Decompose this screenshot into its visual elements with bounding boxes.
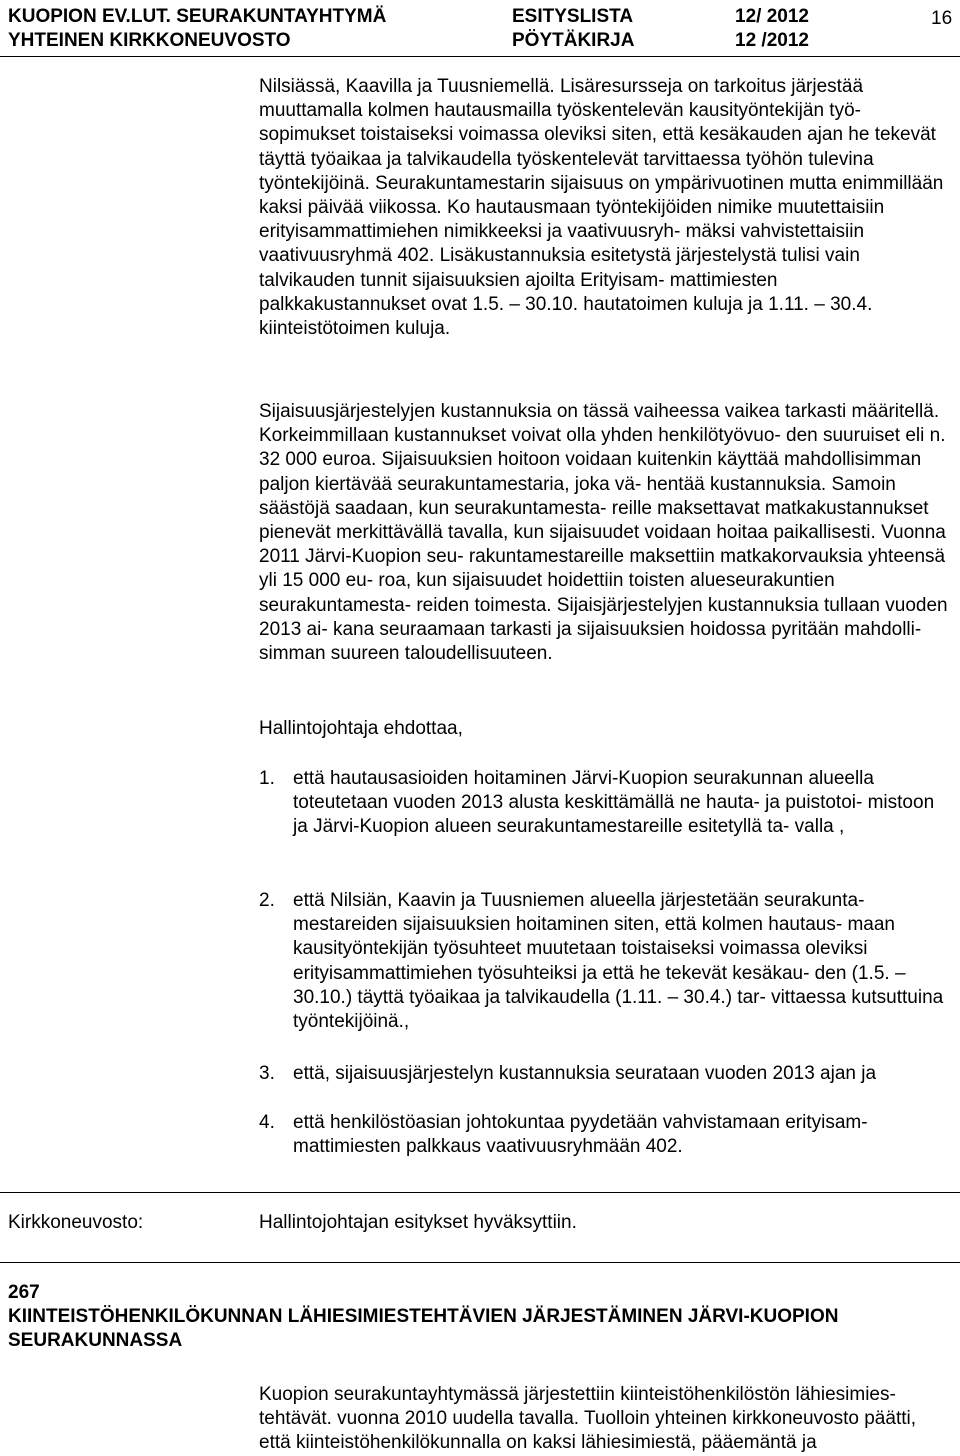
body-paragraph-2 xyxy=(259,400,949,666)
decision-label: Kirkkoneuvosto: xyxy=(8,1212,144,1233)
doc-type-line2: PÖYTÄKIRJA xyxy=(512,30,635,51)
doc-number-line2: 12 /2012 xyxy=(735,30,809,51)
list-item-text: että Nilsiän, Kaavin ja Tuusniemen alueella järjestetään seurakunta- mestareiden sijaisuuksien hoitaminen siten, että kolmen hautaus- maan kausityöntekijän työsuhteet muutetaan toistaiseksi voimassa oleviksi erityisammattimiehen työsuhteiksi ja että he tekevät kesäkau- den (1.5. – 30.10.) täyttä työaikaa ja talvikaudella (1.11. – 30.4.) tar- vittaessa kutsuttuina työntekijöinä., xyxy=(293,890,944,1033)
paragraph-text: Hallintojohtaja ehdottaa, xyxy=(259,718,463,739)
section-divider xyxy=(0,1192,960,1193)
section-divider xyxy=(0,1262,960,1263)
body-paragraph-1 xyxy=(259,75,949,341)
list-item-text: että henkilöstöasian johtokuntaa pyydetään vahvistamaan erityisam- mattimiesten palkkaus vaativuusryhmään 402. xyxy=(293,1112,868,1158)
decision-text: Hallintojohtajan esitykset hyväksyttiin. xyxy=(259,1212,577,1233)
proposal-list-3 xyxy=(259,1062,949,1086)
paragraph-text: Sijaisuusjärjestelyjen kustannuksia on tässä vaiheessa vaikea tarkasti määritellä. Korkeimmillaan kustannukset voivat olla yhden henkilötyövuo- den suuruiset eli n. 32 000 euroa. Sijaisuuksien hoitoon voidaan kuitenkin käyttää mahdollisimman paljon kiertävää seurakuntamestaria, joka vä- hentää kustannuksia. Samoin säästöjä saadaan, kun seurakuntamesta- reille maksettavat matkakustannukset pienevät merkittävällä tavalla, kun sijaisuudet voidaan hoitaa paikallisesti. Vuonna 2011 Järvi-Kuopion seu- rakuntamestareille maksettiin matkakorvauksia yhteensä yli 15 000 eu- roa, kun sijaisuudet hoidettiin toisten alueseurakuntien seurakuntamesta- reiden toimesta. Sijaisjärjestelyjen kustannuksia tullaan vuoden 2013 ai- kana seuraamaan tarkasti ja sijaisuuksien hoidossa pyritään mahdolli- simman suureen taloudellisuuteen. xyxy=(259,401,948,665)
list-item xyxy=(259,1062,949,1086)
list-number: 3. xyxy=(259,1063,275,1084)
list-number: 2. xyxy=(259,890,275,911)
list-number: 4. xyxy=(259,1112,275,1133)
org-name-line1: KUOPION EV.LUT. SEURAKUNTAYHTYMÄ xyxy=(8,6,387,27)
section-number: 267 xyxy=(8,1282,40,1303)
proposal-list-4 xyxy=(259,1111,949,1159)
list-item xyxy=(259,767,949,840)
paragraph-text: Kuopion seurakuntayhtymässä järjestettiin kiinteistöhenkilöstön lähiesimies- tehtävät. vuonna 2010 uudella tavalla. Tuolloin yhteinen kirkkoneuvosto päätti, että kiinteistöhenkilökunnalla on kaksi lähiesimiestä, pääemäntä ja xyxy=(259,1384,917,1454)
list-item-text: että hautausasioiden hoitaminen Järvi-Kuopion seurakunnan alueella toteutetaan vuoden 2013 alusta keskittämällä ne hauta- ja puistotoi- mistoon ja Järvi-Kuopion alueen seurakuntamestareille esitetyllä ta- valla , xyxy=(293,768,935,838)
doc-type-line1: ESITYSLISTA xyxy=(512,6,634,27)
org-name-line2: YHTEINEN KIRKKONEUVOSTO xyxy=(8,30,291,51)
page-header xyxy=(0,0,960,57)
proposal-list xyxy=(259,767,949,840)
page-number: 16 xyxy=(931,8,953,29)
list-number: 1. xyxy=(259,768,275,789)
proposal-intro xyxy=(259,717,949,741)
list-item xyxy=(259,889,949,1034)
proposal-list-2 xyxy=(259,889,949,1034)
list-item-text: että, sijaisuusjärjestelyn kustannuksia seurataan vuoden 2013 ajan ja xyxy=(293,1063,877,1084)
section-intro-paragraph xyxy=(259,1383,949,1456)
list-item xyxy=(259,1111,949,1159)
doc-number-line1: 12/ 2012 xyxy=(735,6,809,27)
section-title: KIINTEISTÖHENKILÖKUNNAN LÄHIESIMIESTEHTÄVIEN JÄRJESTÄMINEN JÄRVI-KUOPION SEURAKUNNASSA xyxy=(8,1306,839,1351)
paragraph-text: Nilsiässä, Kaavilla ja Tuusniemellä. Lisäresursseja on tarkoitus järjestää muuttamalla kolmen hautausmailla työskentelevän kausityöntekijän työ- sopimukset toistaiseksi voimassa oleviksi siten, että kesäkauden ajan he tekevät täyttä työaikaa ja talvikaudella työskentelevät tarvittaessa työhön tulevina työntekijöinä. Seurakuntamestarin sijaisuus on ympärivuotinen mutta enimmillään kaksi päivää viikossa. Ko hautausmaan työntekijöiden nimike muutettaisiin erityisammattimiehen nimikkeeksi ja vaativuusryh- mäksi vahvistettaisiin vaativuusryhmä 402. Lisäkustannuksia esitetystä järjestelystä tulisi vain talvikauden tunnit sijaisuuksien ajoilta Erityisam- mattimiesten palkkakustannukset ovat 1.5. – 30.10. hautatoimen kuluja ja 1.11. – 30.4. kiinteistötoimen kuluja. xyxy=(259,76,944,340)
